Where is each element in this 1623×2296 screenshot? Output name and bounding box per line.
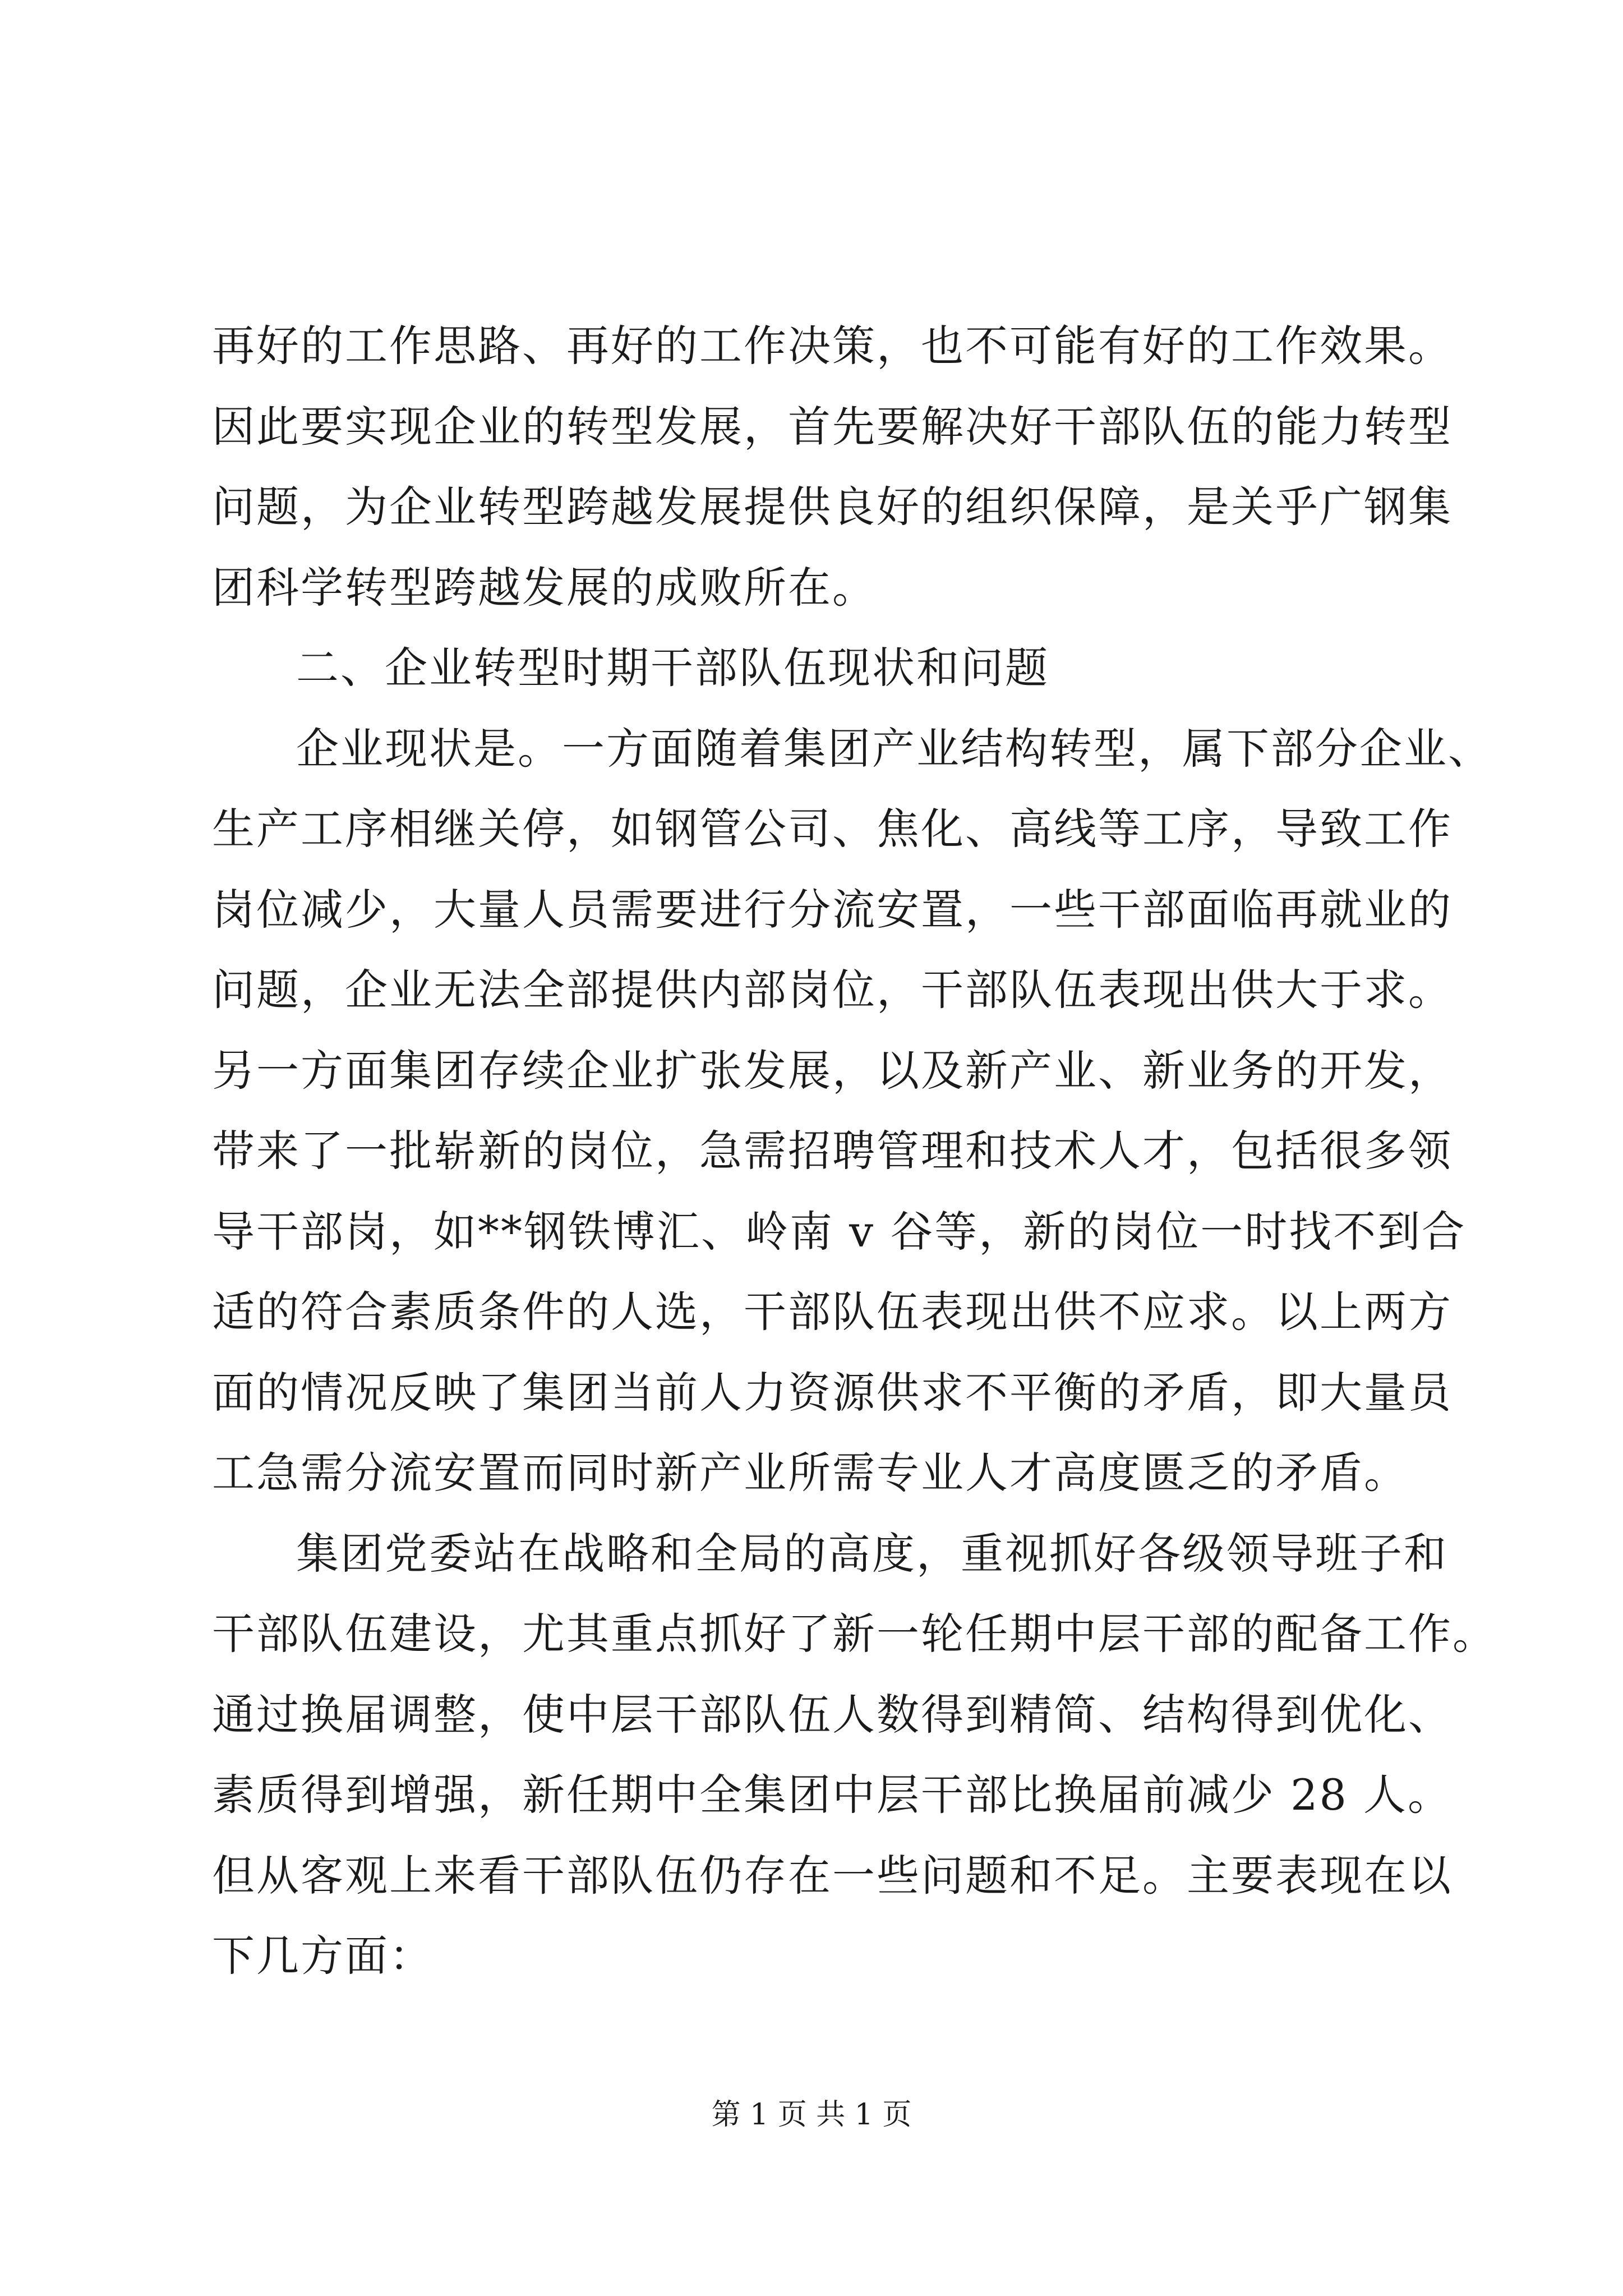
text-line: 问题，为企业转型跨越发展提供良好的组织保障，是关乎广钢集	[212, 482, 1453, 532]
text-line: 带来了一批崭新的岗位，急需招聘管理和技术人才，包括很多领	[212, 1126, 1453, 1176]
text-line: 企业现状是。一方面随着集团产业结构转型，属下部分企业、	[296, 723, 1492, 774]
text-line: 干部队伍建设，尤其重点抓好了新一轮任期中层干部的配备工作。	[212, 1609, 1497, 1659]
page-footer	[0, 2095, 1623, 2134]
text-line: 团科学转型跨越发展的成败所在。	[212, 562, 877, 613]
document-body	[212, 306, 1497, 1996]
text-line: 面的情况反映了集团当前人力资源供求不平衡的矛盾，即大量员	[212, 1367, 1453, 1418]
text-line: 通过换届调整，使中层干部队伍人数得到精简、结构得到优化、	[212, 1689, 1453, 1740]
page-number: 第 1 页 共 1 页	[711, 2098, 912, 2132]
text-line: 下几方面：	[212, 1931, 434, 1981]
text-line: 岗位减少，大量人员需要进行分流安置，一些干部面临再就业的	[212, 884, 1453, 935]
paragraph	[212, 1513, 1497, 1996]
text-line: 生产工序相继关停，如钢管公司、焦化、高线等工序，导致工作	[212, 804, 1453, 854]
text-line: 另一方面集团存续企业扩张发展，以及新产业、新业务的开发，	[212, 1045, 1453, 1096]
text-line: 集团党委站在战略和全局的高度，重视抓好各级领导班子和	[296, 1528, 1448, 1579]
text-line: 工急需分流安置而同时新产业所需专业人才高度匮乏的矛盾。	[212, 1448, 1408, 1498]
text-line: 导干部岗，如**钢铁博汇、岭南 v 谷等，新的岗位一时找不到合	[212, 1206, 1467, 1257]
text-line: 再好的工作思路、再好的工作决策，也不可能有好的工作效果。	[212, 321, 1453, 371]
text-line: 素质得到增强，新任期中全集团中层干部比换届前减少 28 人。	[212, 1770, 1453, 1820]
text-line: 因此要实现企业的转型发展，首先要解决好干部队伍的能力转型	[212, 401, 1453, 452]
text-line: 问题，企业无法全部提供内部岗位，干部队伍表现出供大于求。	[212, 965, 1453, 1015]
section-heading	[212, 628, 1418, 708]
paragraph	[212, 306, 1453, 628]
text-line: 适的符合素质条件的人选，干部队伍表现出供不应求。以上两方	[212, 1287, 1453, 1337]
paragraph	[212, 708, 1492, 1513]
text-line: 但从客观上来看干部队伍仍存在一些问题和不足。主要表现在以	[212, 1850, 1453, 1901]
heading-text: 二、企业转型时期干部队伍现状和问题	[296, 643, 1049, 693]
